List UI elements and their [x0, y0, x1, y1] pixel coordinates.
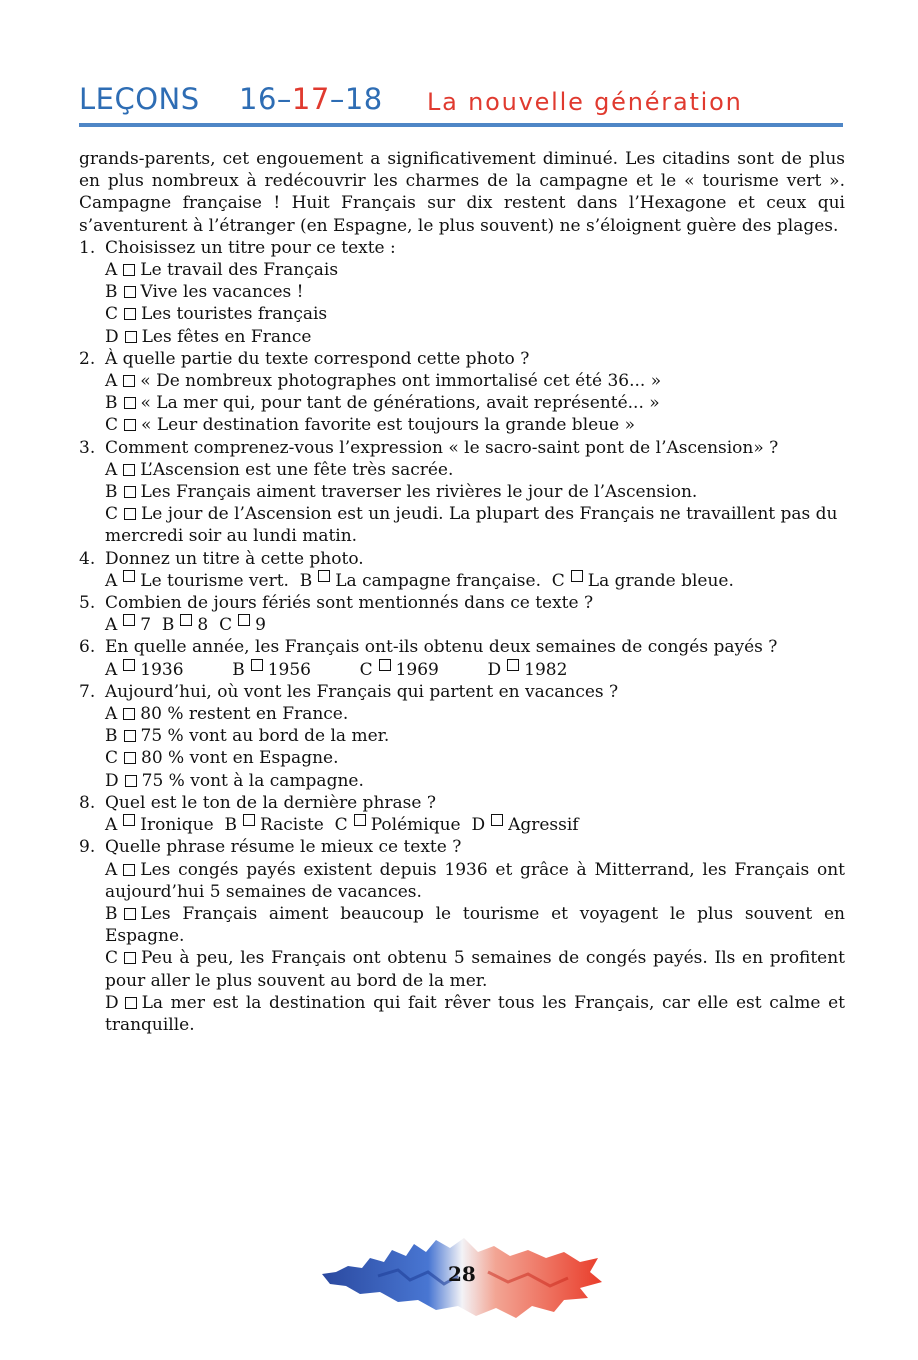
answer-option	[105, 370, 845, 392]
answer-checkbox[interactable]	[123, 814, 135, 826]
answer-checkbox[interactable]	[123, 570, 135, 582]
dash: –	[276, 82, 292, 116]
question-text: En quelle année, les Français ont-ils obtenu deux semaines de congés payés ?	[105, 637, 778, 658]
option-letter: C	[551, 570, 565, 591]
question-item	[79, 437, 845, 548]
answer-checkbox[interactable]	[125, 997, 137, 1009]
option-letter: B	[224, 815, 237, 836]
question-text: Combien de jours fériés sont mentionnés dans ce texte ?	[105, 593, 594, 614]
option-letter: A	[105, 815, 118, 836]
option-letter: C	[105, 748, 119, 769]
option-letter: C	[105, 948, 119, 969]
answer-checkbox[interactable]	[125, 331, 137, 343]
option-letter: A	[105, 659, 118, 680]
answer-option	[105, 503, 845, 547]
answer-checkbox[interactable]	[123, 659, 135, 671]
option-text: 9	[255, 615, 266, 636]
option-gap	[439, 659, 488, 681]
option-text: 1956	[267, 659, 311, 680]
option-letter: B	[105, 482, 118, 503]
answer-checkbox[interactable]	[571, 570, 583, 582]
option-letter: D	[487, 659, 502, 680]
question-number: 4.	[79, 548, 96, 569]
question-text: Quel est le ton de la dernière phrase ?	[105, 792, 436, 813]
option-letter: A	[105, 704, 118, 725]
lesson-number-17: 17	[291, 82, 330, 116]
answer-option	[105, 725, 845, 747]
question-item	[79, 548, 845, 592]
answer-checkbox[interactable]	[180, 614, 192, 626]
option-text: 1936	[140, 659, 184, 680]
answer-option	[105, 947, 845, 991]
answer-checkbox[interactable]	[123, 464, 135, 476]
option-text: Vive les vacances !	[140, 282, 304, 303]
option-text: Raciste	[259, 815, 324, 836]
answer-option	[105, 303, 845, 325]
option-letter: B	[105, 903, 118, 924]
answer-checkbox[interactable]	[124, 486, 136, 498]
answer-options	[79, 370, 845, 437]
answer-checkbox[interactable]	[123, 864, 135, 876]
page-number: 28	[448, 1262, 476, 1286]
answer-options	[79, 659, 845, 681]
option-text: Ironique	[140, 815, 214, 836]
answer-option-row	[105, 659, 845, 681]
option-letter: C	[105, 304, 119, 325]
option-letter: D	[471, 815, 486, 836]
option-letter: A	[105, 859, 118, 880]
question-line	[79, 237, 845, 259]
option-letter: B	[161, 615, 175, 636]
answer-checkbox[interactable]	[318, 570, 330, 582]
answer-options	[79, 859, 845, 1037]
question-number: 6.	[79, 637, 96, 658]
option-text: Le jour de l’Ascension est un jeudi. La plupart des Français ne travaillent pas du mercredi soir au lundi matin.	[105, 504, 838, 547]
option-text: La grande bleue.	[587, 570, 734, 591]
question-number: 7.	[79, 681, 96, 702]
option-gap	[214, 814, 225, 836]
question-text: À quelle partie du texte correspond cette photo ?	[105, 348, 530, 369]
answer-option	[105, 703, 845, 725]
option-text: Les Français aiment traverser les rivières le jour de l’Ascension.	[140, 482, 698, 503]
option-gap	[151, 614, 162, 636]
answer-option-row	[105, 614, 845, 636]
option-text: La mer est la destination qui fait rêver tous les Français, car elle est calme et tranquille.	[105, 992, 845, 1035]
question-line	[79, 636, 845, 658]
question-number: 5.	[79, 593, 96, 614]
answer-options	[79, 814, 845, 836]
answer-option	[105, 392, 845, 414]
option-letter: A	[105, 570, 118, 591]
option-text: 75 % vont à la campagne.	[141, 770, 364, 791]
option-gap	[311, 659, 360, 681]
answer-option	[105, 770, 845, 792]
option-text: Agressif	[508, 815, 579, 836]
option-text: L’Ascension est une fête très sacrée.	[140, 459, 454, 480]
question-line	[79, 548, 845, 570]
question-text: Choisissez un titre pour ce texte :	[105, 237, 396, 258]
answer-checkbox[interactable]	[124, 908, 136, 920]
option-letter: C	[219, 615, 233, 636]
option-text: 75 % vont au bord de la mer.	[140, 726, 390, 747]
option-text: « La mer qui, pour tant de générations, avait représenté... »	[140, 393, 660, 414]
answer-option	[105, 281, 845, 303]
lesson-number-16: 16	[239, 82, 277, 116]
option-gap	[461, 814, 472, 836]
question-text: Comment comprenez-vous l’expression « le sacro-saint pont de l’Ascension» ?	[105, 437, 779, 458]
question-line	[79, 592, 845, 614]
answer-checkbox[interactable]	[123, 375, 135, 387]
option-gap	[184, 659, 233, 681]
option-letter: C	[359, 659, 373, 680]
question-number: 1.	[79, 237, 96, 258]
option-text: Peu à peu, les Français ont obtenu 5 semaines de congés payés. Ils en profitent pour aller le plus souvent au bord de la mer.	[105, 948, 845, 991]
answer-checkbox[interactable]	[354, 814, 366, 826]
answer-checkbox[interactable]	[243, 814, 255, 826]
answer-option	[105, 747, 845, 769]
lesson-title: La nouvelle génération	[427, 88, 743, 116]
option-letter: D	[105, 770, 119, 791]
answer-checkbox[interactable]	[238, 614, 250, 626]
answer-checkbox[interactable]	[124, 730, 136, 742]
option-text: « Leur destination favorite est toujours la grande bleue »	[141, 415, 636, 436]
option-text: Les fêtes en France	[141, 326, 312, 347]
option-text: Le tourisme vert.	[140, 570, 289, 591]
answer-checkbox[interactable]	[124, 397, 136, 409]
answer-checkbox[interactable]	[124, 952, 136, 964]
question-line	[79, 437, 845, 459]
option-text: Polémique	[370, 815, 461, 836]
answer-checkbox[interactable]	[123, 264, 135, 276]
answer-option	[105, 903, 845, 947]
lesson-number-18: 18	[344, 82, 383, 116]
option-letter: A	[105, 459, 118, 480]
question-item	[79, 836, 845, 1036]
question-line	[79, 836, 845, 858]
question-line	[79, 792, 845, 814]
option-gap	[208, 614, 219, 636]
option-text: « De nombreux photographes ont immortalisé cet été 36... »	[140, 371, 662, 392]
answer-checkbox[interactable]	[123, 614, 135, 626]
option-text: Les touristes français	[141, 304, 328, 325]
answer-option-row	[105, 814, 845, 836]
option-letter: C	[105, 504, 119, 525]
option-text: Les Français aiment beaucoup le tourisme et voyagent le plus souvent en Espagne.	[105, 903, 845, 947]
dash: –	[329, 82, 345, 116]
question-text: Quelle phrase résume le mieux ce texte ?	[105, 837, 462, 858]
answer-checkbox[interactable]	[251, 659, 263, 671]
option-text: Le travail des Français	[140, 260, 339, 281]
answer-checkbox[interactable]	[379, 659, 391, 671]
question-item	[79, 681, 845, 792]
answer-checkbox[interactable]	[124, 419, 136, 431]
intro-paragraph: grands-parents, cet engouement a significativement diminué. Les citadins sont de plus en plus nombreux à redécouvrir les charmes de la campagne et le « tourisme vert ». Campagne française ! Huit Français sur dix restent dans l’Hexagone et ceux qui s’aventurent à l’étranger (en Espagne, le plus souvent) ne s’éloignent guère des plages.	[79, 149, 845, 236]
option-text: 7	[140, 615, 152, 636]
answer-options	[79, 570, 845, 592]
answer-option	[105, 459, 845, 481]
option-gap	[324, 814, 335, 836]
answer-options	[79, 459, 845, 548]
option-letter: A	[105, 260, 118, 281]
answer-option	[105, 259, 845, 281]
answer-option	[105, 481, 845, 503]
header-rule	[79, 123, 843, 127]
option-letter: C	[105, 415, 119, 436]
option-gap	[289, 570, 300, 592]
option-text: 8	[197, 615, 209, 636]
answer-option	[105, 859, 845, 903]
option-letter: D	[105, 992, 119, 1013]
page-content	[79, 148, 845, 1036]
answer-option	[105, 414, 845, 436]
option-text: 1982	[524, 659, 568, 680]
option-letter: D	[105, 326, 119, 347]
option-text: La campagne française.	[335, 570, 541, 591]
option-letter: C	[334, 815, 348, 836]
lesson-numbers	[239, 82, 383, 116]
answer-checkbox[interactable]	[124, 508, 136, 520]
answer-checkbox[interactable]	[124, 752, 136, 764]
answer-option-row	[105, 570, 845, 592]
question-text: Donnez un titre à cette photo.	[105, 548, 364, 569]
question-number: 3.	[79, 437, 96, 458]
question-number: 2.	[79, 348, 96, 369]
option-text: 80 % restent en France.	[140, 704, 349, 725]
lessons-label: LEÇONS	[79, 82, 200, 116]
answer-checkbox[interactable]	[507, 659, 519, 671]
answer-options	[79, 614, 845, 636]
page-footer	[318, 1232, 608, 1322]
answer-option	[105, 992, 845, 1036]
option-letter: B	[105, 282, 118, 303]
option-letter: A	[105, 371, 118, 392]
answer-checkbox[interactable]	[124, 308, 136, 320]
option-letter: A	[105, 615, 118, 636]
option-letter: B	[105, 393, 118, 414]
answer-checkbox[interactable]	[123, 708, 135, 720]
option-text: 1969	[395, 659, 439, 680]
question-list	[79, 237, 845, 1036]
answer-checkbox[interactable]	[491, 814, 503, 826]
question-number: 9.	[79, 837, 96, 858]
question-item	[79, 792, 845, 836]
question-text: Aujourd’hui, où vont les Français qui partent en vacances ?	[105, 681, 619, 702]
answer-options	[79, 703, 845, 792]
question-item	[79, 348, 845, 437]
answer-options	[79, 259, 845, 348]
option-letter: B	[105, 726, 118, 747]
option-text: Les congés payés existent depuis 1936 et grâce à Mitterrand, les Français ont aujourd’hui 5 semaines de vacances.	[105, 859, 845, 902]
answer-checkbox[interactable]	[124, 286, 136, 298]
lesson-header	[79, 78, 843, 126]
question-item	[79, 636, 845, 680]
question-item	[79, 592, 845, 636]
question-item	[79, 237, 845, 348]
answer-checkbox[interactable]	[125, 775, 137, 787]
question-line	[79, 681, 845, 703]
option-letter: B	[299, 570, 313, 591]
question-number: 8.	[79, 792, 96, 813]
option-letter: B	[232, 659, 245, 680]
answer-option	[105, 326, 845, 348]
option-gap	[541, 570, 552, 592]
option-text: 80 % vont en Espagne.	[141, 748, 339, 769]
question-line	[79, 348, 845, 370]
